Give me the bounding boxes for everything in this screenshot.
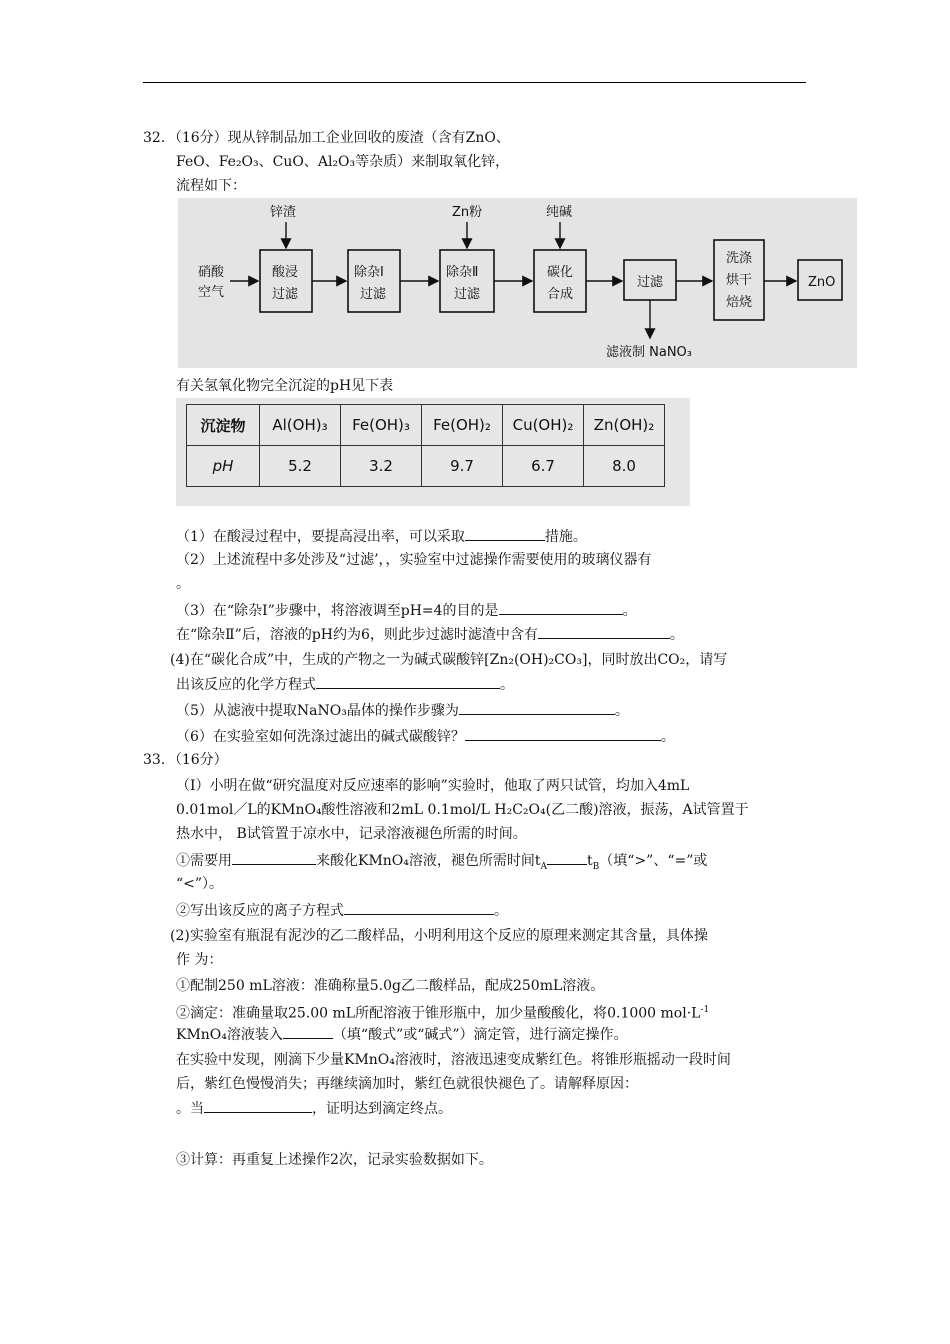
input-nitric-acid: 硝酸 — [198, 265, 225, 280]
q33-i-q1-end: “<”）。 — [176, 876, 224, 892]
table-cell: 3.2 — [341, 446, 422, 487]
table-header-cell: Zn(OH)₂ — [584, 405, 665, 446]
answer-blank[interactable] — [465, 726, 661, 741]
ph-table — [186, 404, 665, 487]
answer-blank[interactable] — [465, 526, 545, 541]
q33-ii-line-2: 作 为： — [176, 952, 223, 968]
table-header-cell: 沉淀物 — [187, 405, 260, 446]
box6-text-a: 洗涤 — [726, 251, 753, 266]
input-zinc-slag: 锌渣 — [270, 205, 297, 220]
box2-text-a: 除杂Ⅰ — [354, 265, 384, 280]
box5-text: 过滤 — [637, 275, 664, 290]
box6-text-c: 焙烧 — [726, 295, 753, 310]
box3-text-b: 过滤 — [454, 287, 481, 302]
q33-i-q2: ②写出该反应的离子方程式 。 — [176, 900, 508, 921]
q32-part-6: （6）在实验室如何洗涤过滤出的碱式碳酸锌？ 。 — [176, 726, 675, 747]
q33-step-4: 后，紫红色慢慢消失；再继续滴加时，紫红色就很快褪色了。请解释原因： — [176, 1076, 638, 1092]
answer-blank[interactable] — [344, 900, 494, 915]
box1-text-b: 过滤 — [272, 287, 299, 302]
box-carbonation — [534, 250, 586, 312]
answer-blank[interactable] — [538, 624, 670, 639]
q33-step-6: ③计算：再重复上述操作2次，记录实验数据如下。 — [176, 1152, 493, 1168]
table-header-cell: Al(OH)₃ — [260, 405, 341, 446]
process-flow-diagram — [178, 198, 857, 368]
q32-part-2: （2）上述流程中多处涉及“过滤’，，实验室中过滤操作需要使用的玻璃仪器有 — [176, 552, 652, 568]
q33-step-1: ①配制250 mL溶液：准确称量5.0g乙二酸样品，配成250mL溶液。 — [176, 978, 605, 994]
q32-part-1: （1）在酸浸过程中，要提高浸出率，可以采取 措施。 — [176, 526, 587, 547]
table-intro: 有关氢氧化物完全沉淀的pH见下表 — [176, 378, 394, 394]
input-zn-powder: Zn粉 — [452, 205, 483, 220]
table-cell: 8.0 — [584, 446, 665, 487]
table-cell: 6.7 — [503, 446, 584, 487]
q32-part-4b: 出该反应的化学方程式 。 — [176, 674, 514, 695]
q33-i-line-1: （Ⅰ）小明在做“研究温度对反应速率的影响”实验时，他取了两只试管，均加入4mL — [176, 778, 690, 794]
q33-step-5: 。当 ，证明达到滴定终点。 — [176, 1098, 452, 1119]
q33-i-q1: ①需要用 来酸化KMnO₄溶液，褪色所需时间$t_A$ $t_B$（填“>”、“=”或 — [176, 850, 707, 877]
q33-step-2: ②滴定：准确量取25.00 mL所配溶液于锥形瓶中，加少量酸酸化，将0.1000 $mol\cdot L^{-1}$ — [176, 1005, 710, 1022]
filtrate-label: 滤液制 NaNO₃ — [606, 345, 692, 360]
box4-text-b: 合成 — [547, 287, 574, 302]
q32-line-1: 32．（16分）现从锌制品加工企业回收的废渣（含有ZnO、 — [143, 130, 510, 146]
q32-line-2: FeO、Fe₂O₃、CuO、Al₂O₃等杂质）来制取氧化锌， — [176, 154, 510, 170]
table-header-cell: Fe(OH)₃ — [341, 405, 422, 446]
input-soda-ash: 纯碱 — [546, 205, 573, 220]
header-rule — [143, 82, 806, 83]
answer-blank[interactable] — [316, 674, 500, 689]
answer-blank[interactable] — [547, 850, 587, 865]
q32-part-4: (4)在“碳化合成”中，生成的产物之一为碱式碳酸锌[Zn₂(OH)₂CO₃]，同时放出CO₂，请写 — [170, 652, 728, 668]
q33-i-line-3: 热水中， B试管置于凉水中，记录溶液褪色所需的时间。 — [176, 826, 527, 842]
answer-blank[interactable] — [204, 1098, 312, 1113]
q33-step-2b: KMnO₄溶液装入 （填“酸式”或“碱式”）滴定管，进行滴定操作。 — [176, 1024, 628, 1045]
answer-blank[interactable] — [283, 1024, 333, 1039]
q32-part-5: （5）从滤液中提取NaNO₃晶体的操作步骤为 。 — [176, 700, 629, 721]
q32-part-3: （3）在“除杂Ⅰ”步骤中，将溶液调至pH=4的目的是 。 — [176, 600, 637, 621]
box6-text-b: 烘干 — [726, 273, 753, 288]
q33-i-line-2: 0.01mol／L的KMnO₄酸性溶液和2mL 0.1mol/L H₂C₂O₄(乙二酸)溶液，振荡，A试管置于 — [176, 802, 749, 818]
box2-text-b: 过滤 — [360, 287, 387, 302]
answer-blank[interactable] — [499, 600, 623, 615]
box1-text-a: 酸浸 — [272, 265, 299, 280]
q33-ii-line-1: (2)实验室有瓶混有泥沙的乙二酸样品，小明利用这个反应的原理来测定其含量，具体操 — [170, 928, 708, 944]
input-air: 空气 — [198, 285, 225, 300]
box3-text-a: 除杂Ⅱ — [446, 265, 479, 280]
table-header-cell: Fe(OH)₂ — [422, 405, 503, 446]
table-header-cell: Cu(OH)₂ — [503, 405, 584, 446]
box-impurity-2 — [440, 250, 494, 312]
q33-title: 33．（16分） — [143, 752, 228, 768]
q33-step-3: 在实验中发现，刚滴下少量KMnO₄溶液时，溶液迅速变成紫红色。将锥形瓶摇动一段时间 — [176, 1052, 731, 1068]
box-acid-leach — [260, 250, 312, 312]
table-cell: 9.7 — [422, 446, 503, 487]
q32-part-3b: 在“除杂Ⅱ”后，溶液的pH约为6，则此步过滤时滤渣中含有 。 — [176, 624, 684, 645]
ph-table-image — [176, 398, 690, 506]
q32-part-2-end: 。 — [176, 576, 190, 592]
box-impurity-1 — [348, 250, 400, 312]
table-cell: 5.2 — [260, 446, 341, 487]
answer-blank[interactable] — [232, 850, 316, 865]
table-cell: pH — [187, 446, 260, 487]
answer-blank[interactable] — [459, 700, 615, 715]
box4-text-a: 碳化 — [547, 265, 574, 280]
box7-text: ZnO — [808, 275, 836, 290]
q32-line-3: 流程如下： — [176, 178, 246, 194]
